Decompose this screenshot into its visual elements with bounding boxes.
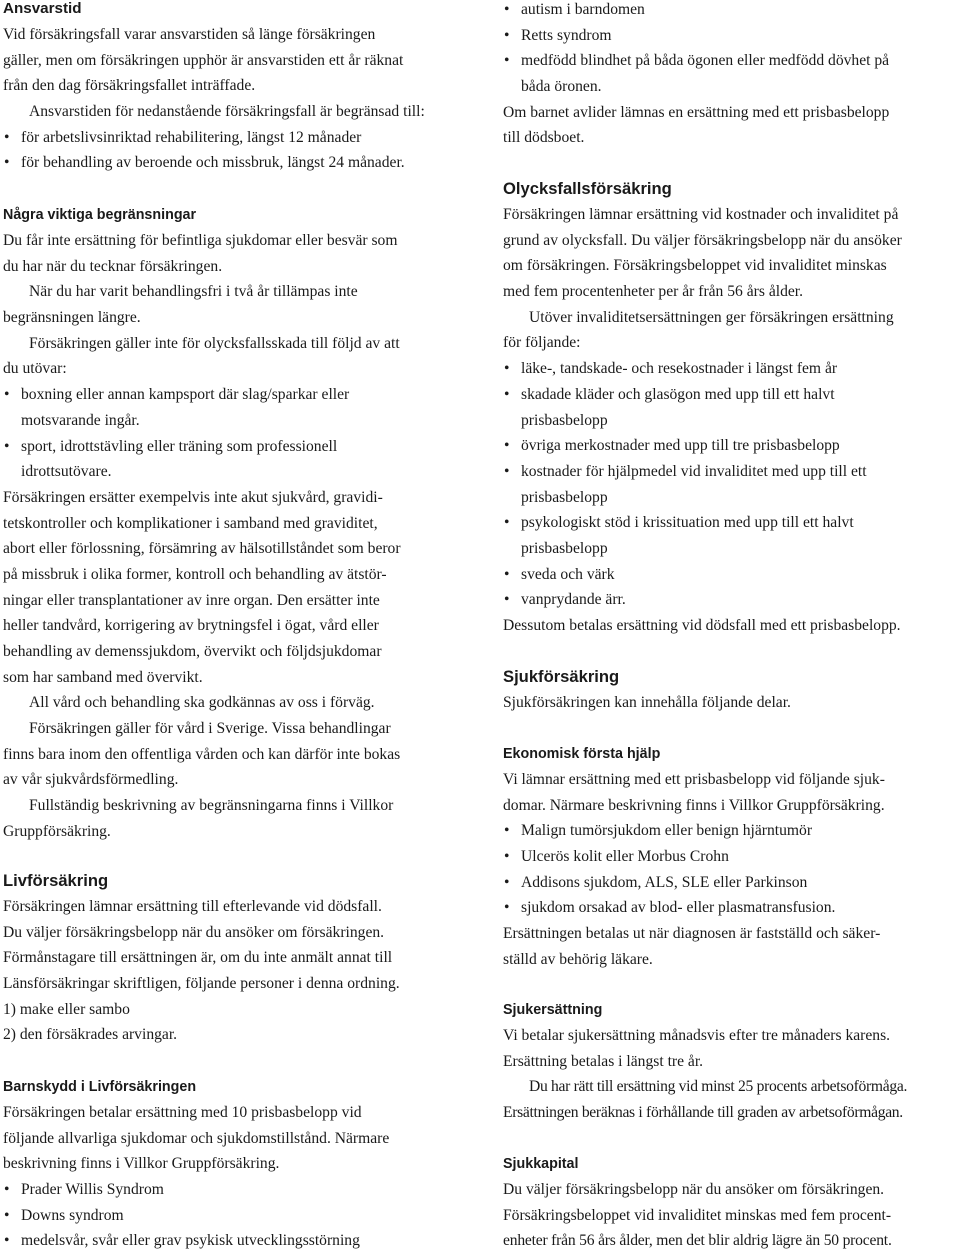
bullet-item: • autism i barndomen bbox=[503, 0, 960, 23]
heading-barnskydd: Barnskydd i Livförsäkringen bbox=[3, 1079, 197, 1095]
section-begransningar bbox=[3, 202, 473, 845]
bullet-item: • medfödd blindhet på båda ögonen eller medfödd dövhet på bbox=[503, 48, 960, 74]
bullet-item: • sveda och värk bbox=[503, 562, 960, 588]
text-line: Försäkringen gäller för vård i Sverige. Vissa behandlingar bbox=[29, 720, 391, 738]
text-line: Vi betalar sjukersättning månadsvis efter tre månaders karens. bbox=[503, 1027, 891, 1044]
text-line: motsvarande ingår. bbox=[21, 411, 140, 429]
text-line: till dödsboet. bbox=[503, 129, 585, 147]
section-barnskydd-continued bbox=[503, 0, 960, 151]
text-line: Dessutom betalas ersättning vid dödsfall med ett prisbasbelopp. bbox=[503, 617, 901, 634]
bullet-item: • övriga merkostnader med upp till tre prisbasbelopp bbox=[503, 433, 960, 459]
heading-begransningar: Några viktiga begränsningar bbox=[3, 207, 197, 223]
bullet-item: • Addisons sjukdom, ALS, SLE eller Parkinson bbox=[503, 870, 960, 896]
text-line: enheter från 56 års ålder, men det blir aldrig lägre än 50 procent. bbox=[503, 1232, 892, 1250]
text-line: följande allvarliga sjukdomar och sjukdomstillstånd. Närmare bbox=[3, 1129, 390, 1147]
text-line: Försäkringen lämnar ersättning till efterlevande vid dödsfall. bbox=[3, 898, 382, 915]
text-line: Förmånstagare till ersättningen är, om du inte anmält annat till bbox=[3, 949, 393, 967]
text-line: Försäkringen lämnar ersättning vid kostnader och invaliditet på bbox=[503, 206, 899, 223]
text-line: När du har varit behandlingsfri i två år tillämpas inte bbox=[29, 283, 358, 301]
text-line: Ersättningen beräknas i förhållande till graden av arbetsoförmågan. bbox=[503, 1104, 903, 1122]
bullet-item: • psykologiskt stöd i krissituation med upp till ett halvt bbox=[503, 510, 960, 536]
text-line: heller tandvård, korrigering av brytningsfel i ögat, vård eller bbox=[3, 617, 379, 635]
bullet-item: • skadade kläder och glasögon med upp till ett halvt bbox=[503, 382, 960, 408]
text-line: tetskontroller och komplikationer i samband med graviditet, bbox=[3, 514, 378, 532]
bullet-item: • Prader Willis Syndrom bbox=[3, 1177, 473, 1203]
text-line: finns bara inom den offentliga vården och kan därför inte bokas bbox=[3, 745, 401, 763]
section-sjukforsakring bbox=[503, 664, 960, 716]
text-line: Sjukförsäkringen kan innehålla följande delar. bbox=[503, 694, 791, 711]
text-line: Fullständig beskrivning av begränsningarna finns i Villkor bbox=[29, 797, 394, 815]
text-line: du har när du tecknar försäkringen. bbox=[3, 257, 223, 275]
section-sjukersattning bbox=[503, 997, 960, 1126]
text-line: Ersättningen betalas ut när diagnosen är fastställd och säker- bbox=[503, 925, 881, 943]
text-line: grund av olycksfall. Du väljer försäkringsbelopp när du ansöker bbox=[503, 231, 902, 249]
text-line: Vi lämnar ersättning med ett prisbasbelopp vid följande sjuk- bbox=[503, 771, 885, 788]
text-line: gäller, men om försäkringen upphör är ansvarstiden ett år räknat bbox=[3, 51, 404, 69]
text-line: Försäkringsbeloppet vid invaliditet minskas med fem procent- bbox=[503, 1206, 892, 1224]
section-olycksfall bbox=[503, 176, 960, 639]
text-line: beskrivning finns i Villkor Gruppförsäkring. bbox=[3, 1155, 280, 1173]
text-line: Du har rätt till ersättning vid minst 25 procents arbetsoförmåga. bbox=[529, 1078, 908, 1096]
text-line: för följande: bbox=[503, 334, 581, 352]
text-line: All vård och behandling ska godkännas av oss i förväg. bbox=[29, 694, 375, 712]
bullet-item: • Ulcerös kolit eller Morbus Crohn bbox=[503, 844, 960, 870]
heading-olycksfall: Olycksfallsförsäkring bbox=[503, 179, 672, 198]
text-line: från den dag försäkringsfallet inträffade. bbox=[3, 77, 256, 95]
text-line: av vår sjukvårdsförmedling. bbox=[3, 771, 179, 789]
text-line: abort eller förlossning, försämring av hälsotillståndet som beror bbox=[3, 540, 401, 558]
bullet-item: • läke-, tandskade- och resekostnader i längst fem år bbox=[503, 356, 960, 382]
text-line: prisbasbelopp bbox=[521, 539, 608, 557]
text-line: Gruppförsäkring. bbox=[3, 822, 111, 840]
bullet-item: • sjukdom orsakad av blod- eller plasmatransfusion. bbox=[503, 895, 960, 921]
section-ekonomisk bbox=[503, 741, 960, 973]
section-livforsakring bbox=[3, 868, 473, 1048]
heading-ansvarstid: Ansvarstid bbox=[3, 0, 82, 17]
heading-sjukersattning: Sjukersättning bbox=[503, 1002, 603, 1018]
numbered-item: 1) make eller sambo bbox=[3, 1000, 130, 1018]
text-line: Utöver invaliditetsersättningen ger försäkringen ersättning bbox=[529, 308, 894, 326]
text-line: begränsningen längre. bbox=[3, 309, 141, 327]
text-line: ningar eller transplantationer av inre organ. Den ersätter inte bbox=[3, 591, 380, 609]
text-line: med fem procentenheter per år från 56 års ålder. bbox=[503, 283, 804, 301]
bullet-item: • Downs syndrom bbox=[3, 1203, 473, 1229]
section-ansvarstid bbox=[3, 0, 473, 176]
bullet-item: • för arbetslivsinriktad rehabilitering, längst 12 månader bbox=[3, 125, 473, 151]
text-line: Ersättning betalas i längst tre år. bbox=[503, 1052, 704, 1070]
bullet-item: • medelsvår, svår eller grav psykisk utvecklingsstörning bbox=[3, 1228, 473, 1254]
text-line: på missbruk i olika former, kontroll och behandling av ätstör- bbox=[3, 565, 387, 583]
heading-livforsakring: Livförsäkring bbox=[3, 871, 109, 890]
text-line: Om barnet avlider lämnas en ersättning med ett prisbasbelopp bbox=[503, 103, 890, 121]
text-line: om försäkringen. Försäkringsbeloppet vid invaliditet minskas bbox=[503, 257, 887, 275]
heading-sjukforsakring: Sjukförsäkring bbox=[503, 667, 620, 686]
numbered-item: 2) den försäkrades arvingar. bbox=[3, 1026, 178, 1044]
text-line: Ansvarstiden för nedanstående försäkringsfall är begränsad till: bbox=[29, 103, 425, 121]
text-line: som har samband med övervikt. bbox=[3, 668, 203, 686]
text-line: Försäkringen gäller inte för olycksfallsskada till följd av att bbox=[29, 334, 400, 352]
text-line: behandling av demenssjukdom, övervikt och följdsjukdomar bbox=[3, 643, 382, 660]
bullet-item: • Malign tumörsjukdom eller benign hjärntumör bbox=[503, 818, 960, 844]
text-line: Försäkringen ersätter exempelvis inte akut sjukvård, gravidi- bbox=[3, 488, 383, 506]
text-line: Du väljer försäkringsbelopp när du ansöker om försäkringen. bbox=[3, 923, 385, 941]
section-barnskydd bbox=[3, 1074, 473, 1254]
text-line: prisbasbelopp bbox=[521, 488, 608, 506]
bullet-item: • för behandling av beroende och missbruk, längst 24 månader. bbox=[3, 150, 473, 176]
heading-sjukkapital: Sjukkapital bbox=[503, 1156, 579, 1172]
text-line: idrottsutövare. bbox=[21, 463, 112, 481]
text-line: ställd av behörig läkare. bbox=[503, 950, 653, 968]
bullet-item: • boxning eller annan kampsport där slag/sparkar eller bbox=[3, 382, 473, 408]
text-line: prisbasbelopp bbox=[521, 411, 608, 429]
text-line: Vid försäkringsfall varar ansvarstiden så länge försäkringen bbox=[3, 26, 376, 43]
text-line: domar. Närmare beskrivning finns i Villkor Gruppförsäkring. bbox=[503, 796, 885, 814]
heading-ekonomisk: Ekonomisk första hjälp bbox=[503, 746, 661, 762]
text-line: båda öronen. bbox=[521, 78, 602, 96]
text-line: Försäkringen betalar ersättning med 10 prisbasbelopp vid bbox=[3, 1104, 362, 1121]
bullet-item: • Retts syndrom bbox=[503, 23, 960, 49]
text-line: Du väljer försäkringsbelopp när du ansöker om försäkringen. bbox=[503, 1181, 885, 1198]
section-sjukkapital bbox=[503, 1151, 960, 1254]
text-line: Länsförsäkringar skriftligen, följande personer i denna ordning. bbox=[3, 975, 400, 993]
text-line: du utövar: bbox=[3, 360, 67, 378]
bullet-item: • vanprydande ärr. bbox=[503, 587, 960, 613]
bullet-item: • kostnader för hjälpmedel vid invaliditet med upp till ett bbox=[503, 459, 960, 485]
text-line: Du får inte ersättning för befintliga sjukdomar eller besvär som bbox=[3, 232, 398, 249]
bullet-item: • sport, idrottstävling eller träning som professionell bbox=[3, 434, 473, 460]
